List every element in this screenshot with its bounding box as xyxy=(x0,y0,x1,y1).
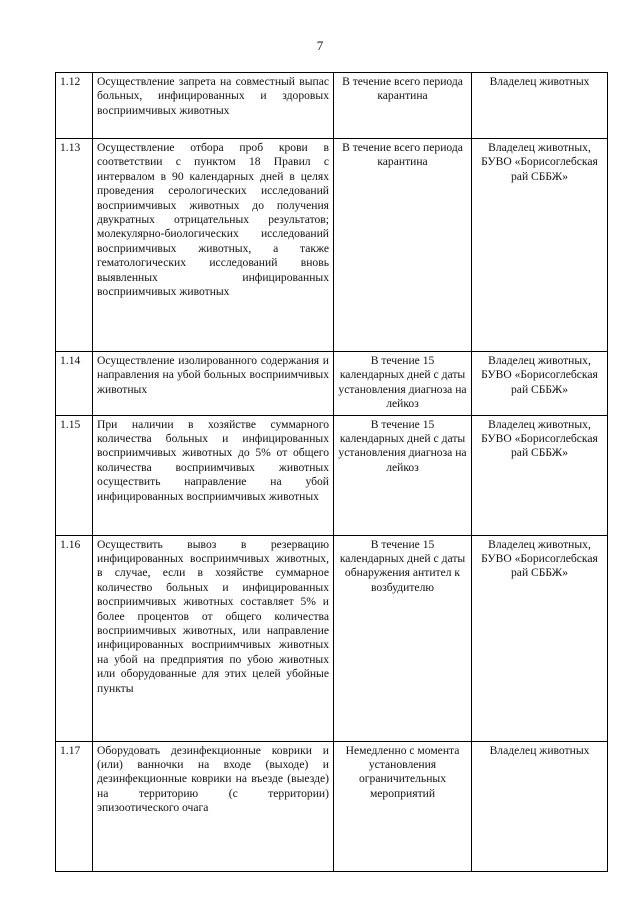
row-action: Осуществить вывоз в резервацию инфицированных восприимчивых животных, в случае, если в хозяйстве суммарное количество больных и инфицированных восприимчивых животных составляет 5% и более процентов от общего количества восприимчивых животных, или направление инфицированных восприимчивых животных на убой на предприятия по убою животных или оборудованные для этих целей убойные пункты xyxy=(93,535,334,741)
row-action: Осуществление отбора проб крови в соответствии с пунктом 18 Правил с интервалом в 90 календарных дней в целях проведения серологических исследований восприимчивых животных до получения двукратных отрицательных результатов; молекулярно-биологических исследований восприимчивых животных, а также гематологических исследований вновь выявленных инфицированных восприимчивых животных xyxy=(93,139,334,352)
table-row xyxy=(56,139,608,352)
row-term: В течение всего периода карантина xyxy=(334,73,472,139)
row-number: 1.16 xyxy=(56,535,93,741)
table-row xyxy=(56,73,608,139)
row-action: Оборудовать дезинфекционные коврики и (или) ванночки на входе (выходе) и дезинфекционные коврики на въезде (выезде) на территорию (с территории) эпизоотического очага xyxy=(93,741,334,871)
row-action: Осуществление изолированного содержания и направления на убой больных восприимчивых животных xyxy=(93,352,334,416)
row-number: 1.17 xyxy=(56,741,93,871)
row-term: В течение 15 календарных дней с даты установления диагноза на лейкоз xyxy=(334,352,472,416)
row-responsible: Владелец животных, БУВО «Борисоглебская рай СББЖ» xyxy=(472,352,608,416)
row-responsible: Владелец животных xyxy=(472,741,608,871)
row-responsible: Владелец животных, БУВО «Борисоглебская рай СББЖ» xyxy=(472,139,608,352)
row-action: При наличии в хозяйстве суммарного количества больных и инфицированных восприимчивых животных до 5% от общего количества восприимчивых животных осуществить направление на убой инфицированных восприимчивых животных xyxy=(93,415,334,535)
row-number: 1.15 xyxy=(56,415,93,535)
row-action: Осуществление запрета на совместный выпас больных, инфицированных и здоровых восприимчивых животных xyxy=(93,73,334,139)
row-responsible: Владелец животных, БУВО «Борисоглебская рай СББЖ» xyxy=(472,535,608,741)
page-number: 7 xyxy=(316,38,324,53)
row-responsible: Владелец животных, БУВО «Борисоглебская рай СББЖ» xyxy=(472,415,608,535)
row-term: В течение 15 календарных дней с даты обнаружения антител к возбудителю xyxy=(334,535,472,741)
row-number: 1.14 xyxy=(56,352,93,416)
table-row xyxy=(56,415,608,535)
table-row xyxy=(56,535,608,741)
row-term: В течение 15 календарных дней с даты установления диагноза на лейкоз xyxy=(334,415,472,535)
row-term: Немедленно с момента установления ограничительных мероприятий xyxy=(334,741,472,871)
table-row xyxy=(56,741,608,871)
table-row xyxy=(56,352,608,416)
row-number: 1.12 xyxy=(56,73,93,139)
row-responsible: Владелец животных xyxy=(472,73,608,139)
row-term: В течение всего периода карантина xyxy=(334,139,472,352)
row-number: 1.13 xyxy=(56,139,93,352)
measures-table xyxy=(55,72,608,872)
